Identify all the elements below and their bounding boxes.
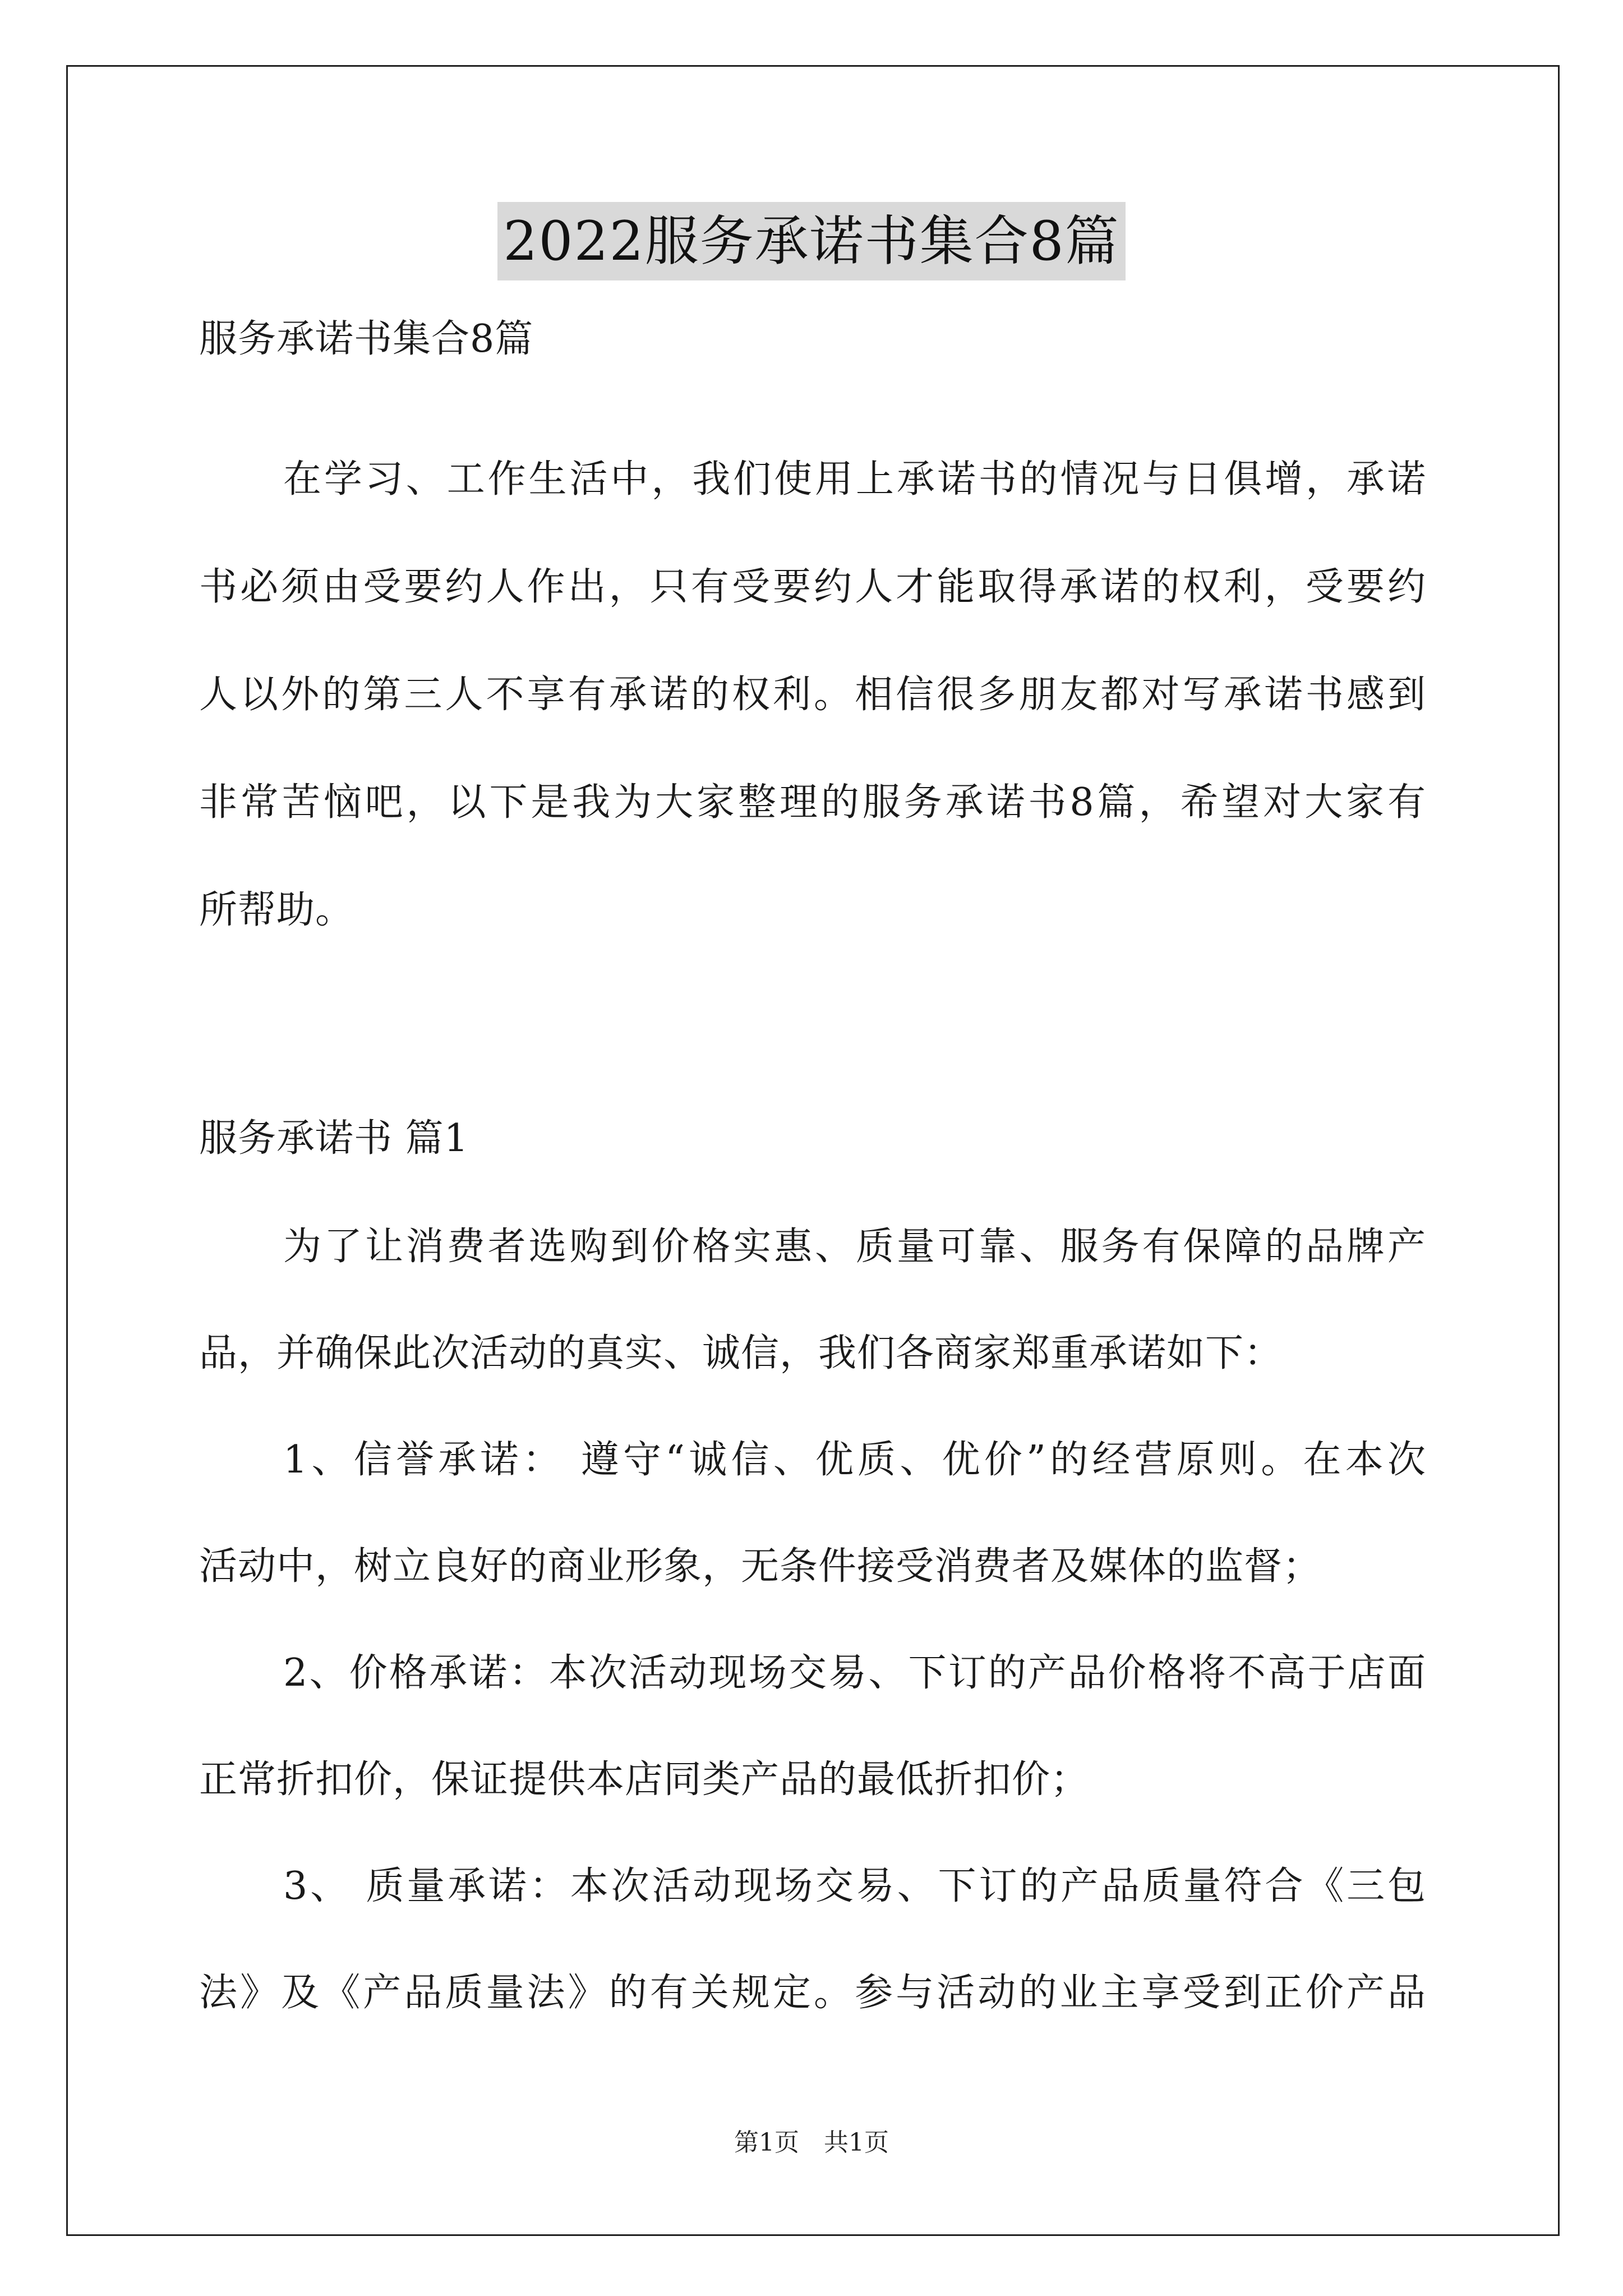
section-line-1: 为了让消费者选购到价格实惠、质量可靠、服务有保障的品牌产 [283, 1225, 1426, 1269]
intro-line-5: 所帮助。 [199, 888, 354, 932]
section-line-8: 法》及《产品质量法》的有关规定。参与活动的业主享受到正价产品 [199, 1971, 1426, 2015]
page-footer: 第1页 共1页 [734, 2128, 889, 2157]
section-line-5: 2、价格承诺：本次活动现场交易、下订的产品价格将不高于店面 [283, 1651, 1426, 1695]
intro-line-2: 书必须由受要约人作出，只有受要约人才能取得承诺的权利，受要约 [199, 565, 1426, 609]
subtitle: 服务承诺书集合8篇 [199, 317, 534, 361]
section-line-3: 1、信誉承诺： 遵守“诚信、优质、优价”的经营原则。在本次 [283, 1438, 1426, 1482]
intro-line-3: 人以外的第三人不享有承诺的权利。相信很多朋友都对写承诺书感到 [199, 673, 1426, 717]
document-title: 2022服务承诺书集合8篇 [497, 202, 1125, 280]
intro-line-1: 在学习、工作生活中，我们使用上承诺书的情况与日俱增，承诺 [283, 457, 1426, 501]
section-heading: 服务承诺书 篇1 [199, 1116, 469, 1161]
title-container [0, 202, 1623, 280]
section-line-4: 活动中，树立良好的商业形象，无条件接受消费者及媒体的监督； [199, 1544, 1322, 1589]
section-line-2: 品，并确保此次活动的真实、诚信，我们各商家郑重承诺如下： [199, 1331, 1283, 1375]
section-line-6: 正常折扣价，保证提供本店同类产品的最低折扣价； [199, 1757, 1090, 1802]
section-line-7: 3、 质量承诺：本次活动现场交易、下订的产品质量符合《三包 [283, 1864, 1426, 1908]
intro-line-4: 非常苦恼吧，以下是我为大家整理的服务承诺书8篇，希望对大家有 [199, 780, 1426, 825]
